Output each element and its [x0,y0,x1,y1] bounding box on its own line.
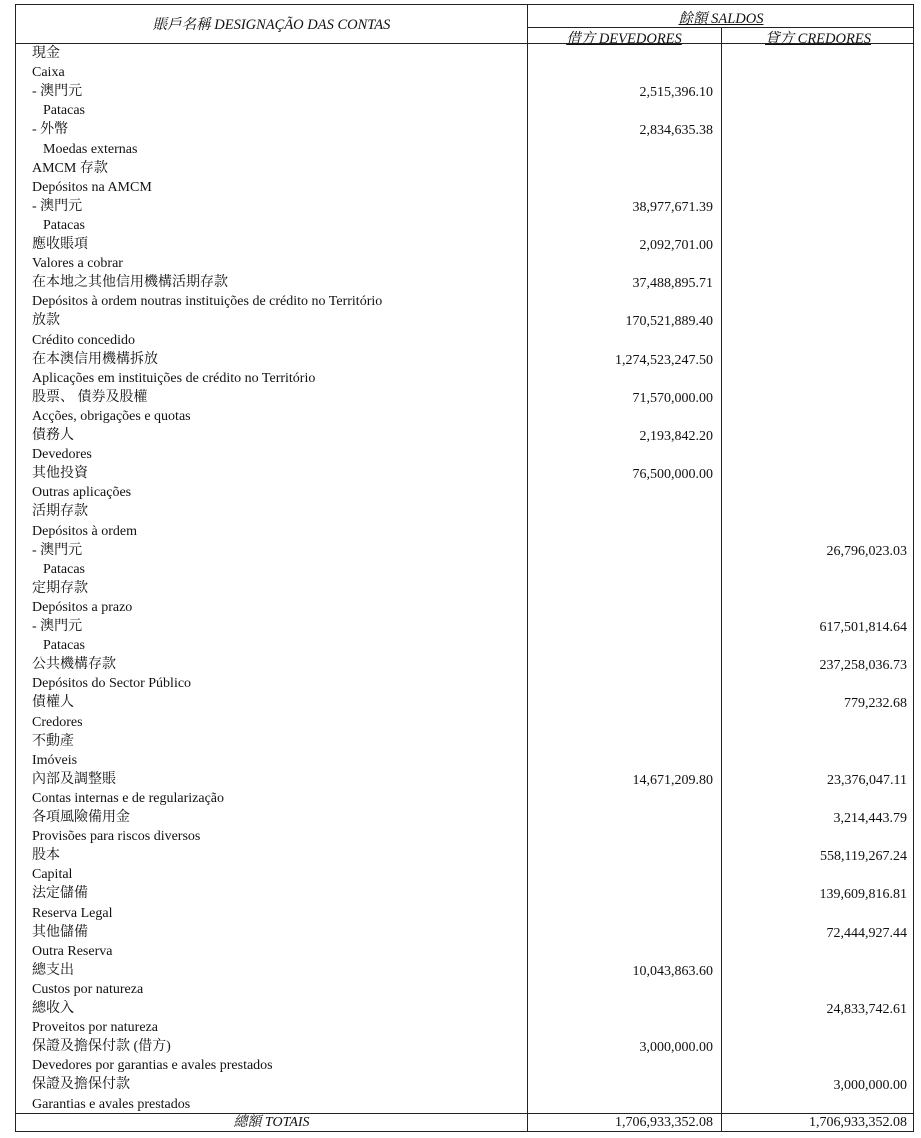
debit-value: 10,043,863.60 [632,963,713,979]
table-row [16,331,913,350]
table-row [16,579,913,598]
table-row [16,292,913,311]
totals-row [16,1114,913,1132]
totals-label: 總額 TOTAIS [233,1115,310,1130]
table-row [16,120,913,139]
debit-value: 14,671,209.80 [632,772,713,788]
debit-column-header: 借方 DEVEDORES [566,31,682,47]
table-row [16,235,913,254]
account-label: Outras aplicações [32,485,132,501]
account-label: Crédito concedido [32,332,136,348]
credit-value: 3,214,443.79 [833,811,907,826]
debit-value: 37,488,895.71 [632,276,713,292]
account-label: - 外幣 [32,122,69,138]
account-label: Provisões para riscos diversos [32,829,201,845]
table-row [16,82,913,101]
table-row [16,1095,913,1114]
table-row [16,617,913,636]
account-label: Custos por natureza [32,981,144,997]
table-row [16,732,913,751]
table-row [16,884,913,903]
table-row [16,655,913,674]
account-label: 不動產 [32,733,74,749]
table-row [16,483,913,502]
table-row [16,904,913,923]
debit-value: 2,092,701.00 [639,238,713,253]
account-label: Devedores por garantias e avales prestados [32,1058,273,1074]
account-label: - 澳門元 [32,542,83,558]
debit-value: 1,274,523,247.50 [615,352,713,368]
account-label: Patacas [43,103,85,119]
table-row [16,541,913,560]
credit-value: 139,609,816.81 [819,887,907,903]
account-label: Credores [32,714,83,730]
table-row [16,674,913,693]
table-row [16,464,913,483]
table-row [16,216,913,235]
account-label: - 澳門元 [32,84,83,100]
debit-value: 76,500,000.00 [632,467,713,483]
account-label: 放款 [32,313,60,329]
account-label: 各項風險備用金 [32,810,130,825]
account-label: 法定儲備 [32,886,88,902]
account-label: 其他儲備 [32,924,88,940]
account-label: 股本 [32,848,60,864]
account-label: 公共機構存款 [32,657,116,673]
table-row [16,999,913,1018]
debit-value: 170,521,889.40 [625,314,713,330]
table-row [16,502,913,521]
account-label: 在本澳信用機構拆放 [32,351,158,367]
totals-debit: 1,706,933,352.08 [615,1115,713,1130]
debit-value: 71,570,000.00 [632,390,713,406]
debit-value: 2,834,635.38 [639,123,713,139]
table-row [16,63,913,82]
account-label: Caixa [32,65,65,81]
account-label: Depósitos à ordem [32,523,137,539]
account-label: 現金 [32,46,60,61]
account-label: Capital [32,867,73,883]
table-row [16,445,913,464]
debit-value: 3,000,000.00 [639,1040,713,1056]
account-label: 股票、 債券及股權 [32,389,148,405]
table-row [16,865,913,884]
account-label: Garantias e avales prestados [32,1096,191,1112]
account-label: 債務人 [32,428,74,443]
account-label: Depósitos na AMCM [32,179,152,195]
account-label: Moedas externas [43,141,138,157]
table-row [16,197,913,216]
debit-value: 2,515,396.10 [639,85,713,101]
account-label: Patacas [43,638,85,654]
table-row [16,770,913,789]
account-label: 總支出 [32,962,74,978]
account-label: 保證及擔保付款 [32,1077,130,1093]
account-label: Depósitos à ordem noutras instituições de crédito no Território [32,294,383,310]
table-row [16,1018,913,1037]
table-row [16,923,913,942]
table-row [16,178,913,197]
table-row [16,369,913,388]
account-label: 定期存款 [32,580,88,596]
account-label: Contas internas e de regularização [32,790,225,806]
credit-column-header: 貸方 CREDORES [765,31,871,47]
account-label: - 澳門元 [32,619,83,634]
table-row [16,636,913,655]
credit-value: 3,000,000.00 [833,1078,907,1094]
table-row [16,598,913,617]
table-row [16,350,913,369]
table-row [16,942,913,961]
totals-credit: 1,706,933,352.08 [809,1115,907,1130]
table-row [16,713,913,732]
table-row [16,159,913,178]
credit-value: 558,119,267.24 [820,849,907,865]
credit-value: 24,833,742.61 [826,1002,907,1017]
account-label: 總收入 [32,1001,74,1016]
account-label: 活期存款 [32,504,88,520]
credit-value: 237,258,036.73 [819,658,907,674]
table-row [16,522,913,541]
table-row [16,751,913,770]
saldos-header: 餘額 SALDOS [678,11,764,27]
table-row [16,846,913,865]
table-row [16,254,913,273]
table-row [16,388,913,407]
account-label: 應收賬項 [32,237,88,252]
account-label: Valores a cobrar [32,256,123,272]
account-label: 債權人 [32,695,74,711]
account-label: AMCM 存款 [32,160,108,176]
account-label: 保證及擔保付款 (借方) [32,1039,171,1055]
account-label: 內部及調整賬 [32,771,116,787]
balance-sheet-table [15,4,914,1132]
table-row [16,407,913,426]
table-row [16,311,913,330]
account-label: 在本地之其他信用機構活期存款 [32,275,228,291]
table-row [16,789,913,808]
account-column-header: 賬戶名稱 DESIGNAÇÃO DAS CONTAS [152,17,391,33]
account-label: Depósitos do Sector Público [32,676,192,692]
table-row [16,1037,913,1056]
table-row [16,693,913,712]
account-label: Proveitos por natureza [32,1020,158,1036]
table-row [16,827,913,846]
account-label: - 澳門元 [32,198,83,214]
credit-value: 26,796,023.03 [826,543,907,559]
table-row [16,808,913,827]
table-row [16,101,913,120]
account-label: Aplicações em instituições de crédito no Território [32,370,316,386]
credit-value: 72,444,927.44 [826,925,907,941]
table-row [16,273,913,292]
table-row [16,140,913,159]
account-label: Depósitos a prazo [32,599,133,615]
account-label: 其他投資 [32,466,88,482]
account-label: Patacas [43,217,85,233]
table-row [16,961,913,980]
debit-value: 2,193,842.20 [639,429,713,444]
account-label: Patacas [43,561,85,577]
debit-value: 38,977,671.39 [632,199,713,215]
account-label: Reserva Legal [32,905,113,921]
table-row [16,1056,913,1075]
account-label: Outra Reserva [32,943,113,959]
account-label: Devedores [32,447,92,463]
table-row [16,1075,913,1094]
credit-value: 617,501,814.64 [819,620,907,635]
credit-value: 779,232.68 [844,696,907,712]
account-label: Imóveis [32,752,78,768]
table-row [16,44,913,63]
table-row [16,560,913,579]
account-label: Acções, obrigações e quotas [32,408,191,424]
table-row [16,426,913,445]
table-row [16,980,913,999]
credit-value: 23,376,047.11 [827,772,907,788]
